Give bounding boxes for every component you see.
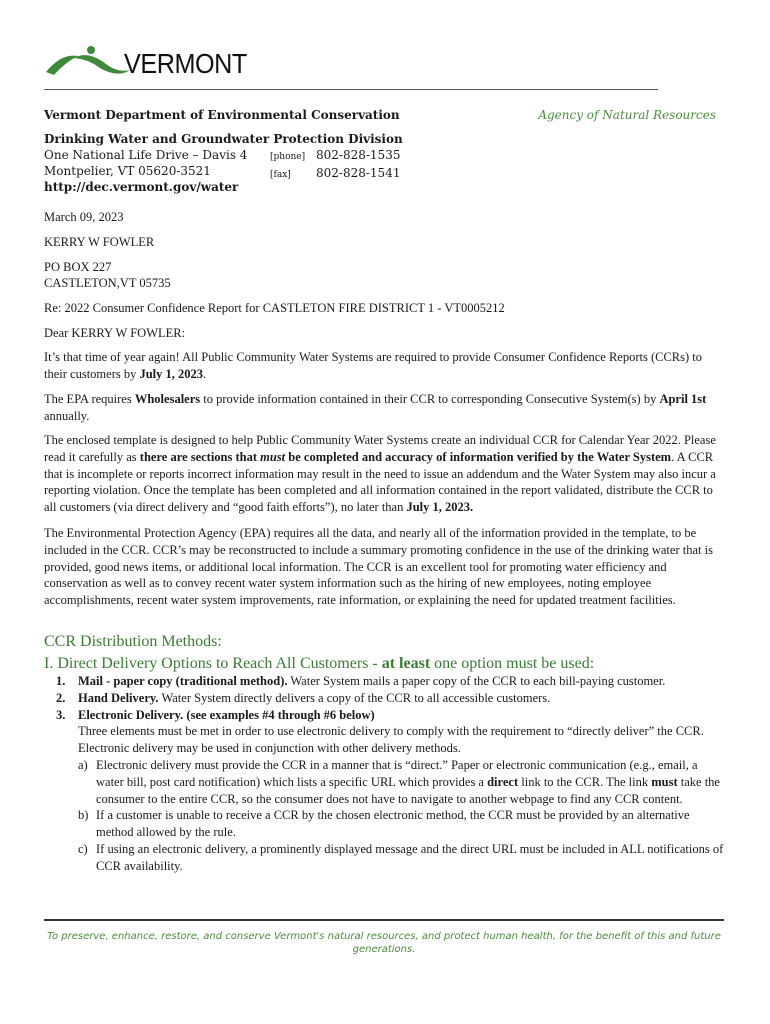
vermont-logo — [44, 42, 247, 82]
phone-label: [phone] — [270, 152, 306, 162]
division-name: Drinking Water and Groundwater Protection Division — [44, 132, 403, 146]
fax-number: 802-828-1541 — [316, 166, 401, 180]
list-item: 1. Mail - paper copy (traditional method). Water System mails a paper copy of the CCR to each bill-paying customer. — [56, 674, 666, 688]
paragraph-1: It’s that time of year again! All Public Community Water Systems are required to provide Consumer Confidence Reports (CCRs) to their customers by July 1, 2023. — [44, 350, 703, 381]
section-subheading: I. Direct Delivery Options to Reach All Customers - at least one option must be used: — [44, 655, 595, 672]
paragraph-2: The EPA requires Wholesalers to provide information contained in their CCR to corresponding Consecutive System(s) by April 1st annually. — [44, 392, 707, 423]
address-line-1: One National Life Drive – Davis 4 — [44, 148, 248, 162]
section-heading: CCR Distribution Methods: — [44, 633, 222, 650]
recipient-address-2: CASTLETON,VT 05735 — [44, 276, 171, 290]
letter-date: March 09, 2023 — [44, 210, 124, 224]
fax-label: [fax] — [270, 170, 291, 180]
salutation: Dear KERRY W FOWLER: — [44, 326, 186, 340]
delivery-options-list — [44, 673, 724, 875]
list-item: 2. Hand Delivery. Water System directly delivers a copy of the CCR to all accessible customers. — [56, 690, 551, 705]
header-divider — [44, 89, 658, 90]
sub-item-c: c) If using an electronic delivery, a prominently displayed message and the direct URL must be included in ALL notifications of CCR availability. — [78, 841, 724, 873]
paragraph-3: The enclosed template is designed to help Public Community Water Systems create an individual CCR for Calendar Year 2022. Please read it carefully as there are sections that must be completed and accuracy of information verified by the Water System. A CCR that is incomplete or reports incorrect information may result in the need to issue an addendum and the Water System may also incur a reporting violation. Once the template has been completed and all information contained in the report validated, distribute the CCR to all customers (via direct delivery and “good faith efforts”), no later than July 1, 2023. — [44, 433, 716, 515]
paragraph-4: The Environmental Protection Agency (EPA) requires all the data, and nearly all of the information provided in the template, to be included in the CCR. CCR’s may be reconstructed to include a summary promoting confidence in the use of the drinking water that is provided, good news items, or additional local information. The CCR is an excellent tool for promoting water efficiency and conservation as well as to convey recent water system information such as the hiring of new employees, noting employee accomplishments, recent water system improvements, rate information, or explaining the need for updated treatment facilities. — [44, 526, 713, 608]
sub-item-b: b) If a customer is unable to receive a CCR by the chosen electronic method, the CCR must be provided by an alternative method allowed by the rule. — [78, 808, 690, 840]
website-link[interactable]: http://dec.vermont.gov/water — [44, 180, 239, 194]
footer-divider — [44, 919, 724, 921]
address-line-2: Montpelier, VT 05620-3521 — [44, 164, 211, 178]
list-item: 3. Electronic Delivery. (see examples #4 through #6 below) — [56, 707, 375, 722]
department-name: Vermont Department of Environmental Conservation — [44, 108, 400, 122]
electronic-delivery-description: Three elements must be met in order to use electronic delivery to comply with the requirement to “directly deliver” the CCR. Electronic delivery may be used in conjunction with other delivery methods. — [78, 724, 704, 756]
phone-number: 802-828-1535 — [316, 148, 401, 162]
re-line: Re: 2022 Consumer Confidence Report for CASTLETON FIRE DISTRICT 1 - VT0005212 — [44, 301, 505, 315]
recipient-name: KERRY W FOWLER — [44, 235, 155, 249]
mountain-swoosh-icon — [44, 42, 134, 78]
logo-wordmark: VERMONT — [124, 48, 247, 79]
phone-block — [270, 147, 400, 183]
sub-item-a: a) Electronic delivery must provide the CCR in a manner that is “direct.” Paper or electronic communication (e.g., email, a water bill, post card notification) which lists a specific URL which provides a direct link to the CCR. The link must take the consumer to the entire CCR, so the consumer does not have to navigate to another webpage to find any CCR content. — [78, 757, 720, 806]
agency-name: Agency of Natural Resources — [538, 108, 716, 122]
footer-motto: To preserve, enhance, restore, and conserve Vermont's natural resources, and protect human health, for the benefit of this and future generations. — [47, 931, 721, 955]
recipient-address-1: PO BOX 227 — [44, 260, 112, 274]
